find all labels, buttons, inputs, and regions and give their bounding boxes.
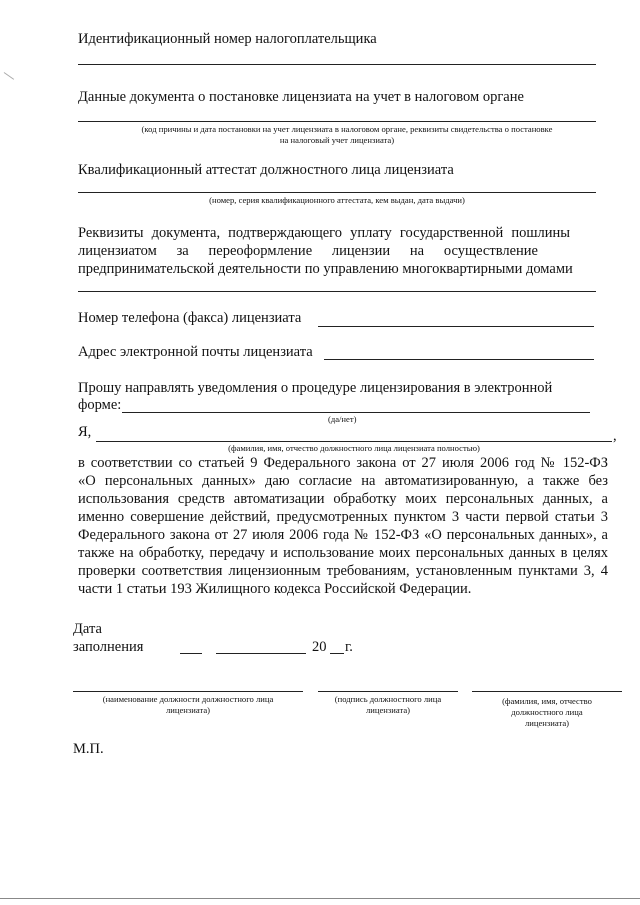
consent-line-5: Федерального закона от 27 июля 2006 года № 152-ФЗ «О персональных данных», а — [78, 527, 608, 543]
tax-doc-hint-1: (код причины и дата постановки на учет лицензиата в налоговом органе, реквизиты свидетельства о постановке — [141, 124, 553, 134]
consent-line-3: использования средств автоматизации обработку моих персональных данных, а — [78, 491, 608, 507]
date-year-line[interactable] — [330, 653, 344, 654]
tax-doc-hint-2: на налоговый учет лицензиата) — [279, 135, 395, 145]
date-day-line[interactable] — [180, 653, 202, 654]
notify-line-2: форме: — [78, 397, 122, 413]
sign-name-hint-1: (фамилия, имя, отчество — [502, 696, 592, 706]
phone-line[interactable] — [318, 326, 594, 327]
notify-hint: (да/нет) — [328, 414, 357, 424]
fee-line-2: лицензиатом за переоформление лицензии на осуществление — [78, 243, 538, 259]
i-label: Я, — [78, 424, 92, 440]
date-label-2: заполнения — [73, 639, 144, 655]
notify-line[interactable] — [122, 412, 590, 413]
page-bottom-edge — [0, 898, 640, 899]
phone-label: Номер телефона (факса) лицензиата — [78, 310, 302, 326]
consent-line-1: в соответствии со статьей 9 Федерального закона от 27 июля 2006 год № 152-ФЗ — [78, 455, 608, 471]
date-label-1: Дата — [73, 621, 102, 637]
date-month-line[interactable] — [216, 653, 306, 654]
cert-line[interactable] — [78, 192, 596, 193]
consent-line-4: именно совершение действий, предусмотренных пунктом 3 части первой статьи 3 — [78, 509, 608, 525]
fee-line[interactable] — [78, 291, 596, 292]
inn-label: Идентификационный номер налогоплательщика — [78, 31, 377, 47]
scan-mark — [4, 72, 14, 80]
inn-line[interactable] — [78, 64, 596, 65]
i-comma: , — [613, 428, 617, 444]
date-year-suffix: г. — [345, 639, 353, 655]
sign-position-hint-1: (наименование должности должностного лица — [102, 694, 274, 704]
position-line[interactable] — [73, 691, 303, 692]
sign-name-hint-2: должностного лица — [511, 707, 583, 717]
fee-line-3: предпринимательской деятельности по управлению многоквартирными домами — [78, 261, 573, 277]
tax-doc-line[interactable] — [78, 121, 596, 122]
full-name-line[interactable] — [96, 441, 612, 442]
email-line[interactable] — [324, 359, 594, 360]
consent-line-7: проверки соответствия лицензионным требованиям, установленным пунктами 3, 4 — [78, 563, 608, 579]
consent-line-6: также на обработку, передачу и использование моих персональных данных в целях — [78, 545, 608, 561]
notify-line-1: Прошу направлять уведомления о процедуре лицензирования в электронной — [78, 380, 553, 396]
email-label: Адрес электронной почты лицензиата — [78, 344, 313, 360]
cert-hint: (номер, серия квалификационного аттестата, кем выдан, дата выдачи) — [209, 195, 465, 205]
sign-signature-hint-2: лицензиата) — [365, 705, 411, 715]
full-name-sign-line[interactable] — [472, 691, 622, 692]
cert-label: Квалификационный аттестат должностного лица лицензиата — [78, 162, 454, 178]
signature-line[interactable] — [318, 691, 458, 692]
fee-line-1: Реквизиты документа, подтверждающего уплату государственной пошлины — [78, 225, 570, 241]
i-hint: (фамилия, имя, отчество должностного лица лицензиата полностью) — [228, 443, 480, 453]
stamp-label: М.П. — [73, 741, 104, 757]
consent-line-8: части 1 статьи 193 Жилищного кодекса Российской Федерации. — [78, 581, 472, 597]
date-year-prefix: 20 — [312, 639, 327, 655]
sign-name-hint-3: лицензиата) — [524, 718, 570, 728]
sign-signature-hint-1: (подпись должностного лица — [334, 694, 442, 704]
consent-line-2: «О персональных данных» даю согласие на автоматизированную, а также без — [78, 473, 608, 489]
tax-doc-label: Данные документа о постановке лицензиата на учет в налоговом органе — [78, 89, 524, 105]
sign-position-hint-2: лицензиата) — [165, 705, 211, 715]
